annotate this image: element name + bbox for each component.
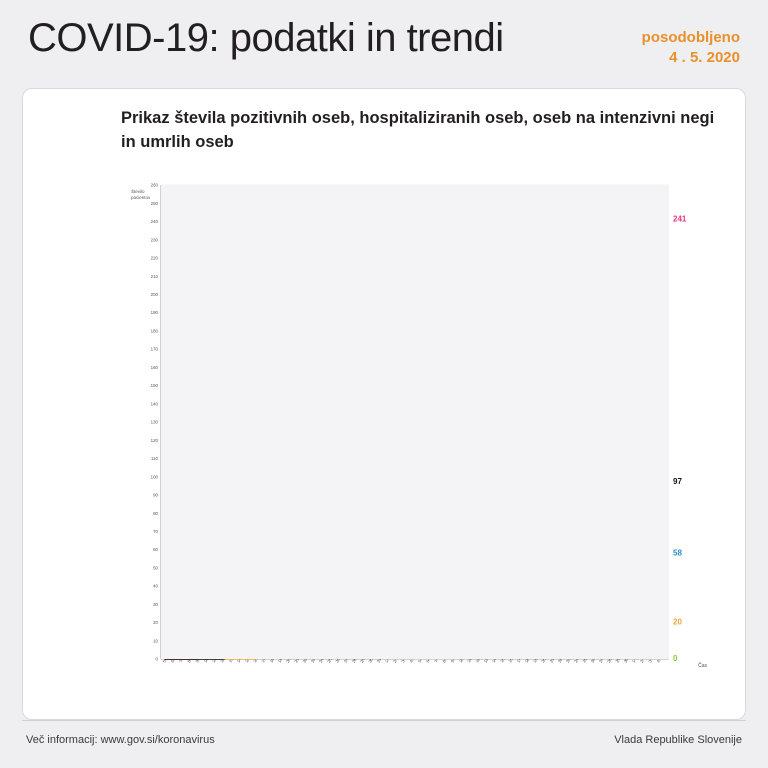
updated-date: 4 . 5. 2020 bbox=[669, 49, 740, 67]
series-end-label: 20 bbox=[673, 617, 682, 627]
footer-link[interactable]: Več informacij: www.gov.si/koronavirus bbox=[26, 734, 215, 746]
y-tick-label: 140 bbox=[150, 401, 158, 407]
y-tick-label: 230 bbox=[150, 237, 158, 243]
chart-card bbox=[22, 88, 746, 720]
y-tick-label: 20 bbox=[153, 620, 158, 626]
y-tick-label: 220 bbox=[150, 255, 158, 261]
footer-org: Vlada Republike Slovenije bbox=[614, 734, 742, 746]
page-header bbox=[0, 0, 768, 88]
updated-block bbox=[642, 28, 740, 69]
chart-plot-area bbox=[131, 177, 707, 669]
y-tick-label: 200 bbox=[150, 291, 158, 297]
y-tick-label: 260 bbox=[150, 182, 158, 188]
series-end-label: 97 bbox=[673, 477, 682, 487]
y-tick-label: 170 bbox=[150, 346, 158, 352]
x-axis-label: Čas bbox=[698, 663, 707, 669]
y-tick-label: 60 bbox=[153, 547, 158, 553]
y-tick-label: 30 bbox=[153, 601, 158, 607]
y-tick-label: 0 bbox=[155, 656, 158, 662]
y-tick-label: 240 bbox=[150, 219, 158, 225]
y-tick-label: 150 bbox=[150, 383, 158, 389]
y-tick-label: 180 bbox=[150, 328, 158, 334]
series-end-label: 0 bbox=[673, 654, 678, 663]
page-title: COVID-19: podatki in trendi bbox=[28, 16, 504, 60]
y-tick-label: 90 bbox=[153, 492, 158, 498]
series-end-label: 58 bbox=[673, 548, 682, 558]
footer-divider bbox=[22, 720, 746, 721]
y-tick-label: 70 bbox=[153, 528, 158, 534]
chart-title: Prikaz števila pozitivnih oseb, hospitaliziranih oseb, oseb na intenzivni negi in umrlih oseb bbox=[121, 109, 715, 151]
plot-background bbox=[161, 185, 669, 659]
page-footer bbox=[0, 720, 768, 768]
y-tick-label: 130 bbox=[150, 419, 158, 425]
y-tick-label: 210 bbox=[150, 273, 158, 279]
y-tick-label: 100 bbox=[150, 474, 158, 480]
updated-label: posodobljeno bbox=[641, 29, 740, 46]
y-tick-label: 50 bbox=[153, 565, 158, 571]
y-tick-label: 160 bbox=[150, 364, 158, 370]
y-axis-label: Število pacientov bbox=[131, 189, 151, 200]
y-tick-label: 80 bbox=[153, 510, 158, 516]
y-tick-label: 40 bbox=[153, 583, 158, 589]
y-tick-label: 110 bbox=[151, 456, 158, 462]
y-tick-label: 10 bbox=[153, 638, 158, 644]
y-tick-label: 120 bbox=[150, 437, 158, 443]
series-end-label: 241 bbox=[673, 214, 687, 224]
y-tick-label: 190 bbox=[150, 310, 158, 316]
y-tick-label: 250 bbox=[150, 200, 158, 206]
